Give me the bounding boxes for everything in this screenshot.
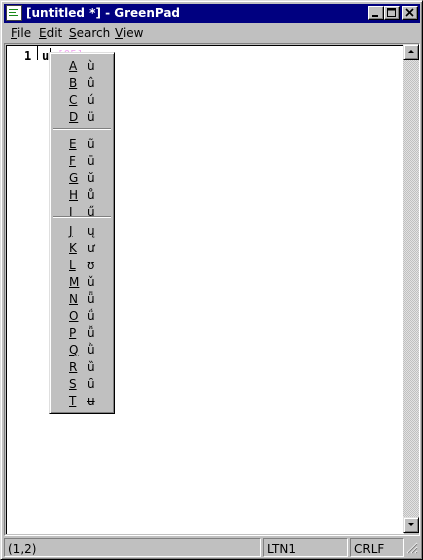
menu-file-accel: F: [11, 26, 18, 40]
popup-item-key: K: [69, 241, 77, 255]
popup-item-char: ǔ: [87, 275, 95, 289]
popup-item-j[interactable]: [52, 222, 112, 239]
status-bar: [4, 538, 420, 558]
popup-item-g[interactable]: [52, 169, 112, 186]
popup-item-e[interactable]: [52, 135, 112, 152]
status-cursor-position: (1,2): [4, 538, 261, 557]
resize-grip-icon[interactable]: [406, 542, 418, 554]
minimize-icon: [371, 8, 381, 18]
popup-item-key: S: [69, 377, 77, 391]
scroll-down-button[interactable]: [403, 517, 419, 533]
arrow-up-icon: [407, 49, 415, 55]
popup-item-k[interactable]: [52, 239, 112, 256]
title-bar[interactable]: [4, 4, 420, 23]
greenpad-icon[interactable]: [6, 5, 22, 21]
popup-item-char: ư: [87, 241, 95, 255]
window-title: [untitled *] - GreenPad: [26, 6, 181, 20]
popup-item-key: D: [69, 110, 79, 124]
arrow-down-icon: [407, 522, 415, 528]
menu-file-label: ile: [17, 26, 32, 40]
minimize-button[interactable]: [368, 6, 384, 20]
character-popup-menu: [49, 52, 115, 414]
popup-item-m[interactable]: [52, 273, 112, 290]
popup-item-char: ȕ: [87, 360, 95, 374]
popup-item-q[interactable]: [52, 341, 112, 358]
popup-item-key: E: [69, 137, 77, 151]
menu-search-label: earch: [76, 26, 111, 40]
popup-item-t[interactable]: [52, 392, 112, 409]
popup-item-char: ų: [87, 224, 95, 238]
popup-item-char: ʉ: [87, 394, 95, 408]
popup-item-char: ũ: [87, 137, 95, 151]
popup-item-key: J: [69, 224, 73, 238]
popup-item-key: F: [69, 154, 76, 168]
close-icon: [405, 8, 415, 18]
popup-separator: [53, 216, 111, 218]
popup-item-char: ǖ: [87, 292, 95, 306]
close-button[interactable]: [402, 6, 418, 20]
line-number-separator: [37, 46, 38, 60]
popup-item-d[interactable]: [52, 108, 112, 125]
popup-item-c[interactable]: [52, 91, 112, 108]
vertical-scrollbar[interactable]: [403, 44, 419, 533]
menu-edit-label: dit: [46, 26, 63, 40]
popup-item-key: O: [69, 309, 79, 323]
line-text[interactable]: u: [42, 49, 50, 63]
popup-item-key: A: [69, 59, 78, 73]
menu-edit[interactable]: [39, 26, 62, 40]
popup-item-char: û: [87, 76, 95, 90]
popup-item-key: L: [69, 258, 76, 272]
scroll-up-button[interactable]: [403, 44, 419, 60]
status-encoding[interactable]: LTN1: [263, 538, 348, 557]
popup-item-f[interactable]: [52, 152, 112, 169]
popup-item-char: ū: [87, 154, 95, 168]
menu-view[interactable]: [115, 26, 143, 40]
popup-item-l[interactable]: [52, 256, 112, 273]
popup-item-n[interactable]: [52, 290, 112, 307]
popup-item-char: ǚ: [87, 326, 95, 340]
popup-item-char: ǜ: [87, 343, 95, 357]
popup-item-key: B: [69, 76, 78, 90]
status-line-ending[interactable]: CRLF: [350, 538, 404, 557]
popup-item-char: ȗ: [87, 377, 95, 391]
popup-item-key: I: [69, 205, 73, 219]
popup-separator: [53, 128, 111, 130]
popup-item-o[interactable]: [52, 307, 112, 324]
popup-item-h[interactable]: [52, 186, 112, 203]
menu-search[interactable]: [69, 26, 110, 40]
popup-item-char: ú: [87, 93, 95, 107]
popup-item-key: Q: [69, 343, 79, 357]
popup-item-b[interactable]: [52, 74, 112, 91]
popup-item-char: ù: [87, 59, 95, 73]
maximize-icon: [387, 8, 397, 18]
popup-item-char: ǘ: [87, 309, 95, 323]
maximize-button[interactable]: [384, 6, 400, 20]
menu-search-accel: S: [69, 26, 77, 40]
menu-file[interactable]: [11, 26, 31, 40]
popup-item-key: P: [69, 326, 77, 340]
popup-item-key: M: [69, 275, 80, 289]
popup-item-char: ű: [87, 205, 95, 219]
line-number: 1: [24, 49, 32, 63]
popup-item-key: C: [69, 93, 78, 107]
popup-item-char: ʊ: [87, 258, 95, 272]
popup-item-key: H: [69, 188, 79, 202]
menu-edit-accel: E: [39, 26, 47, 40]
popup-item-r[interactable]: [52, 358, 112, 375]
popup-item-key: N: [69, 292, 78, 306]
popup-item-char: ü: [87, 110, 95, 124]
popup-item-key: R: [69, 360, 78, 374]
popup-item-key: T: [69, 394, 77, 408]
popup-item-a[interactable]: [52, 57, 112, 74]
popup-item-p[interactable]: [52, 324, 112, 341]
popup-item-char: ů: [87, 188, 95, 202]
popup-item-key: G: [69, 171, 79, 185]
menu-bar: [4, 24, 420, 43]
popup-item-s[interactable]: [52, 375, 112, 392]
popup-item-char: ŭ: [87, 171, 95, 185]
menu-view-accel: V: [115, 26, 123, 40]
menu-view-label: iew: [122, 26, 144, 40]
